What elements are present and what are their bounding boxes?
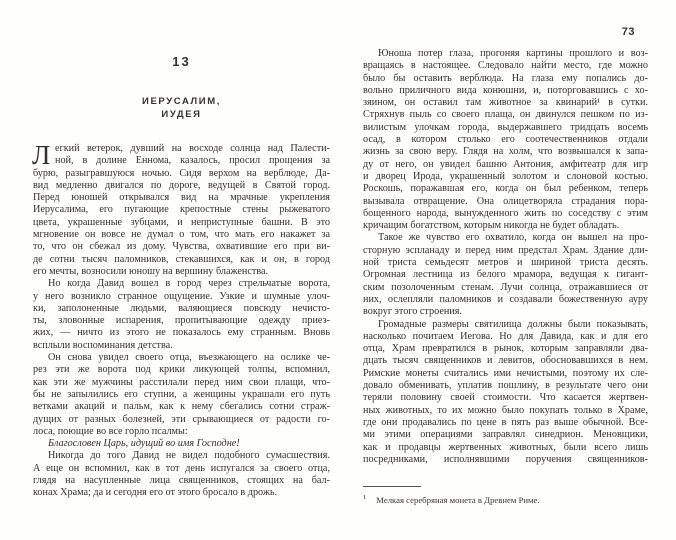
text-line: вилистым улочкам города, выдержавшего тридцать восемь <box>363 121 648 133</box>
text-line: ных животных, то их можно было покупать только в Храме, <box>363 404 648 416</box>
text-line: Иерусалима, его пугающие крепостные стены рыжеватого <box>33 204 330 216</box>
text-line: Юноша потер глаза, прогоняя картины прошлого и воз- <box>378 48 648 59</box>
paragraph <box>363 319 648 467</box>
text-line: вокруг этого строения. <box>363 306 462 318</box>
text-line: вращаясь в настоящее. Следовало найти место, где можно <box>363 60 648 72</box>
text-line: дцать тысяч священников и левитов, обосновавшихся в нем. <box>363 355 648 367</box>
text-line: вызывала отвращение. Она олицетворяла страдания пора- <box>363 195 648 207</box>
text-line: Он снова увидел своего отца, въезжающего на ослике че- <box>48 352 330 364</box>
left-page <box>33 0 330 540</box>
text-line: насколько почитаем Иегова. Но для Давида, как и для его <box>363 330 648 342</box>
footnote <box>363 486 648 506</box>
drop-cap: Л <box>32 140 51 170</box>
text-line: ты, зловонные испарения, пропитывающие одежду приез- <box>33 315 330 327</box>
text-line: где они продавались по цене в пять раз выше обычной. Все- <box>363 416 648 428</box>
text-line: отца, Храм превратился в рынок, которым заправляли два- <box>363 343 648 355</box>
text-line: ду от него, он увидел башню Антония, амфитеатр для игр <box>363 158 648 170</box>
text-line: его мечты, возносили юношу на вершину блаженства. <box>33 265 269 277</box>
text-line: и дворец Ирода, украшенный золотом и слоновой костью. <box>363 170 648 182</box>
location-line-1: ИЕРУСАЛИМ, <box>142 96 221 107</box>
text-line: всплыли воспоминания детства. <box>33 339 173 351</box>
text-line: Благословен Царь, идущий во имя Господне! <box>48 438 240 450</box>
text-line: ной триста семьдесят метров и шириной триста десять. <box>363 257 648 269</box>
text-line: жизнь за свою веру. Глядя на холм, что возвышался к запа- <box>363 146 648 158</box>
text-line: как и продавцы жертвенных животных, были всего лишь <box>363 441 648 453</box>
footnote-rule <box>363 486 421 487</box>
page-number: 73 <box>621 26 635 38</box>
text-line: зяином, он оставил там животное за квинарий¹ в сутки. <box>363 97 648 109</box>
text-line: как эти же мужчины расстилали перед ним свои плащи, что- <box>33 376 330 388</box>
text-line: кричащим богатством, которым никогда не будет обладать. <box>363 220 620 232</box>
text-line: ки, заполоненные людьми, валяющиеся повсюду нечисто- <box>33 302 330 314</box>
text-line: Громадные размеры святилища должны были показывать, <box>378 318 648 330</box>
location-line-2: ИУДЕЯ <box>161 109 202 120</box>
text-line: то, что он сбежал из дому. Чувства, охватившие его при ви- <box>33 241 330 253</box>
text-line: ветками акаций и пальм, как к нему сбегались сотни страж- <box>33 401 330 413</box>
text-line: у него возникло странное ощущение. Узкие и шумные улоч- <box>33 290 330 302</box>
text-line: бы не запылились его ступни, а женщины украшали его путь <box>33 388 330 400</box>
text-line: бощенного народа, вынужденного жить по соседству с этим <box>363 207 648 219</box>
text-line: Но когда Давид вошел в город через стрельчатые ворота, <box>48 278 330 290</box>
text-line: дущих от разных болезней, эти срывающиеся от радости го- <box>33 413 330 425</box>
text-line: Роскошь, поражавшая его, когда он был ребенком, теперь <box>363 183 648 195</box>
footnote-text <box>363 492 648 506</box>
paragraph <box>363 48 648 232</box>
text-line: теряли половину своей стоимости. Что касается жертвен- <box>363 392 648 404</box>
text-line: Такое же чувство его охватило, когда он вышел на про- <box>378 232 648 244</box>
text-line: А еще он вспомнил, как в тот день испугался за своего отца, <box>33 462 330 474</box>
chapter-number: 13 <box>172 54 191 69</box>
text-line: ной, в долине Еннома, казалось, просил прощения за <box>55 155 330 167</box>
paragraph <box>32 140 330 278</box>
text-line: сторную эспланаду и перед ним предстал Храм. Здание дли- <box>363 244 648 256</box>
paragraph <box>33 352 330 438</box>
text-line: посредниками, исполнявшими поручения священников- <box>363 453 648 465</box>
text-line: лоса, поющие во все горло псалмы: <box>33 425 188 437</box>
text-line: было бы оставить верблюда. На глаза ему попались до- <box>363 72 648 84</box>
text-line: ским позолоченным стенам. Лучи солнца, отражавшиеся от <box>363 281 648 293</box>
right-page <box>363 0 648 540</box>
chapter-location <box>33 95 330 121</box>
text-line: Стряхнув пыль со своего плаща, он двинулся пешком по из- <box>363 109 648 121</box>
text-line: жих, — ничто из этого не показалось ему странным. Вновь <box>33 327 330 339</box>
left-page-body <box>32 140 330 500</box>
text-line: ми этими операциями заправлял синедрион. Меновщики, <box>363 429 648 441</box>
right-page-body <box>363 48 648 466</box>
paragraph <box>363 232 648 318</box>
paragraph <box>33 450 330 499</box>
text-line: Никогда до того Давид не видел подобного сумасшествия. <box>48 450 330 462</box>
text-line: мгновение он вовсе не думал о том, что мать его накажет за <box>33 229 330 241</box>
text-line: бурю, разыгравшуюся ночью. Сидя верхом на верблюде, Да- <box>33 167 330 179</box>
text-line: глядя на насупленные лица священников, стоящих на бал- <box>33 475 330 487</box>
text-line: егкий ветерок, дувший на восходе солнца над Палести- <box>55 143 330 154</box>
text-line: довало обменивать, уплатив пошлину, в результате чего они <box>363 380 648 392</box>
text-line: рез эти же ворота под крики ликующей толпы, вспомнил, <box>33 364 330 376</box>
text-line: цвета, украшенные зубцами, и неприступные башни. В это <box>33 216 330 228</box>
text-line: них, ослепляли паломников и создавали божественную ауру <box>363 293 648 305</box>
text-line: вид медленно двигался по дороге, ведущей в Святой город. <box>33 179 330 191</box>
text-line: де сотни тысяч паломников, стекавшихся, как и он, в город <box>33 253 330 265</box>
footnote-body: Мелкая серебряная монета в Древнем Риме. <box>376 494 540 505</box>
footnote-marker: 1 <box>363 494 367 501</box>
paragraph <box>33 438 330 450</box>
text-line: Римские монеты считались ими нечистыми, поэтому их сле- <box>363 367 648 379</box>
text-line: вольно приличного вида конюшни, и, поторговавшись с хо- <box>363 84 648 96</box>
paragraph <box>33 278 330 352</box>
text-line: Перед юношей открывался вид на мрачные укрепления <box>33 192 330 204</box>
text-line: осад, в котором столько его соотечественников отдали <box>363 134 648 146</box>
text-line: конах Храма; да и сегодня его от этого бросало в дрожь. <box>33 487 278 499</box>
text-line: Огромная лестница из белого мрамора, ведущая к гигант- <box>363 269 648 281</box>
